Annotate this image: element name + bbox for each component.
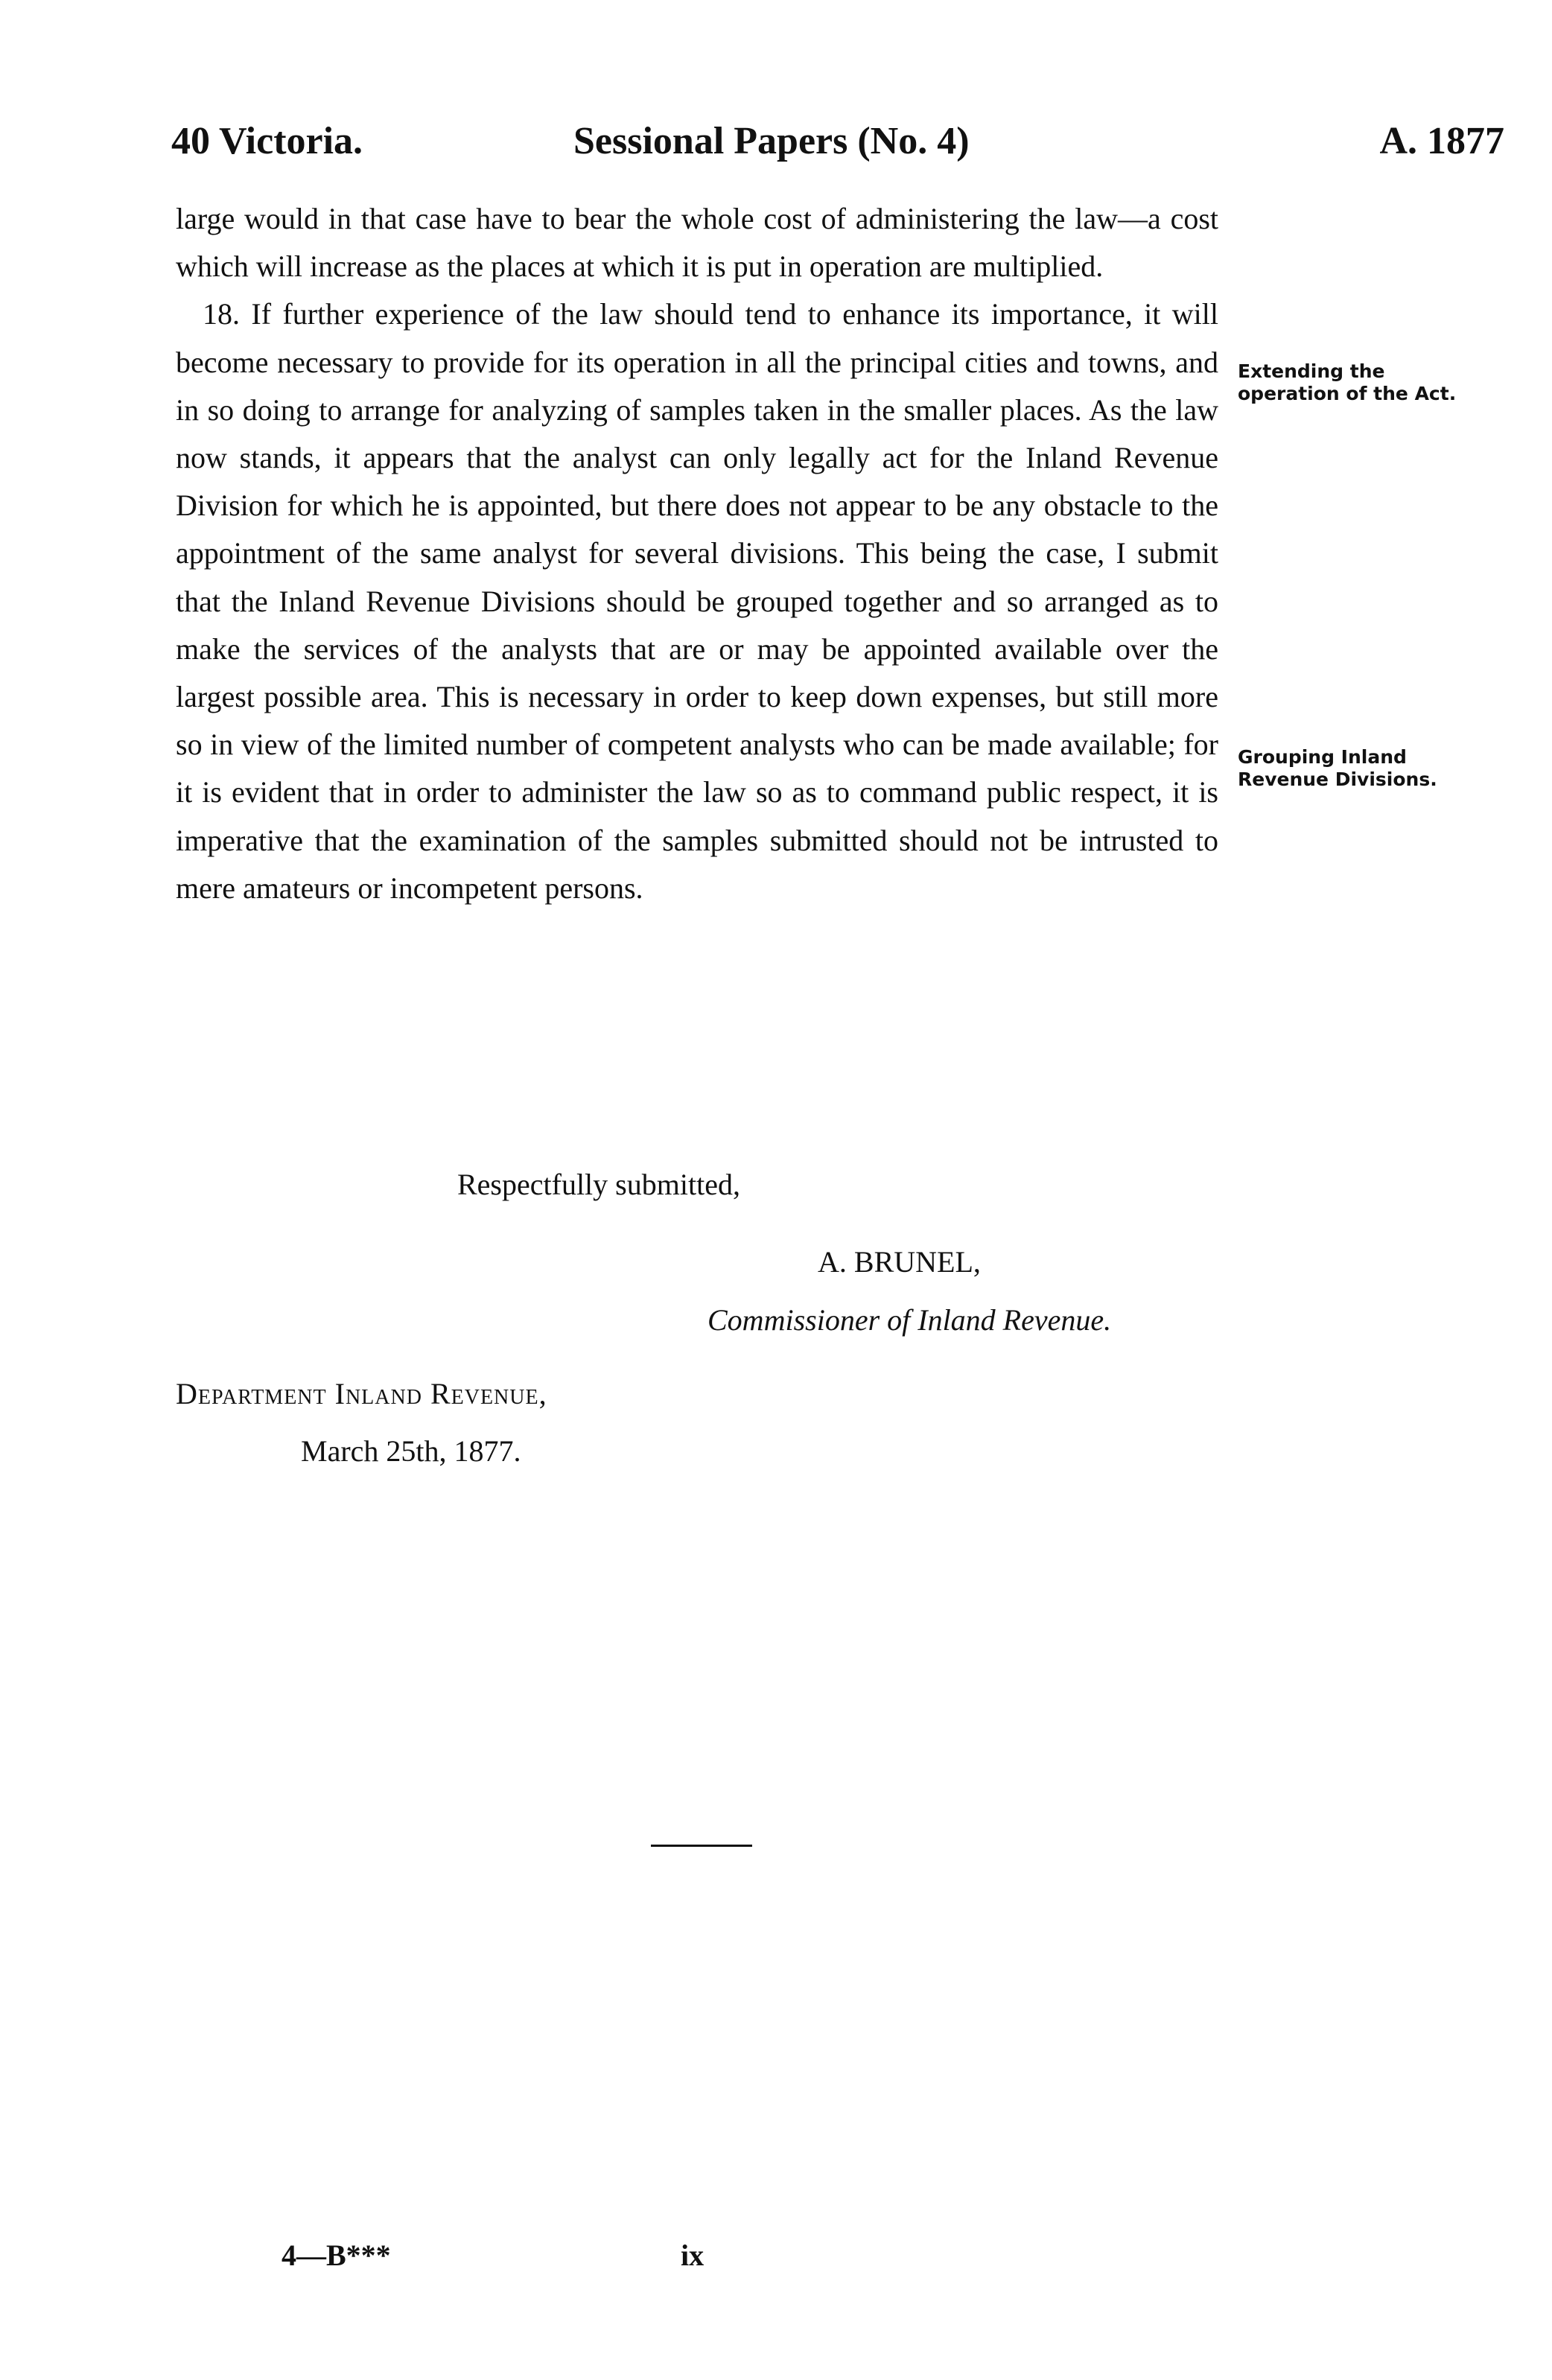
header-sessional-papers: Sessional Papers (No. 4) [573,120,970,162]
date-line: March 25th, 1877. [301,1434,521,1468]
signer-title: Commissioner of Inland Revenue. [707,1303,1112,1337]
header-regnal-year: 40 Victoria. [171,120,363,162]
closing-respectfully: Respectfully submitted, [457,1168,740,1201]
paragraph-continued: large would in that case have to bear the whole cost of administering the law—a cost which will increase as the places at which it is put in operation are multiplied. [176,202,1218,284]
section-divider [651,1845,752,1847]
sidenote-extending-operation: Extending the operation of the Act. [1238,360,1457,404]
paragraph-18: 18. If further experience of the law should tend to enhance its importance, it will become necessary to provide for its operation in all the principal cities and towns, and in so doing to arrange for analyzing of samples taken in the smaller places. As the law now stands, it appears that the analyst can only legally act for the Inland Revenue Division for which he is appointed, but there does not appear to be any obstacle to the appointment of the same analyst for several divisions. This being the case, I submit that the Inland Revenue Divisions should be grouped together and so arranged as to make the services of the analysts that are or may be appointed available over the largest possible area. This is necessary in order to keep down expenses, but still more so in view of the limited number of competent analysts who can be made available; for it is evident that in order to administer the law so as to command public respect, it is imperative that the examination of the samples submitted should not be intrusted to mere amateurs or incompetent persons. [176,297,1218,905]
header-year: A. 1877 [1379,120,1504,162]
running-head [171,119,1504,179]
body-text [176,195,1218,912]
department-line: Department Inland Revenue, [176,1377,547,1410]
signature-mark: 4—B*** [282,2239,391,2272]
page-number: ix [681,2239,705,2272]
sidenote-grouping-divisions: Grouping Inland Revenue Divisions. [1238,746,1437,790]
signer-name: A. BRUNEL, [818,1245,981,1279]
